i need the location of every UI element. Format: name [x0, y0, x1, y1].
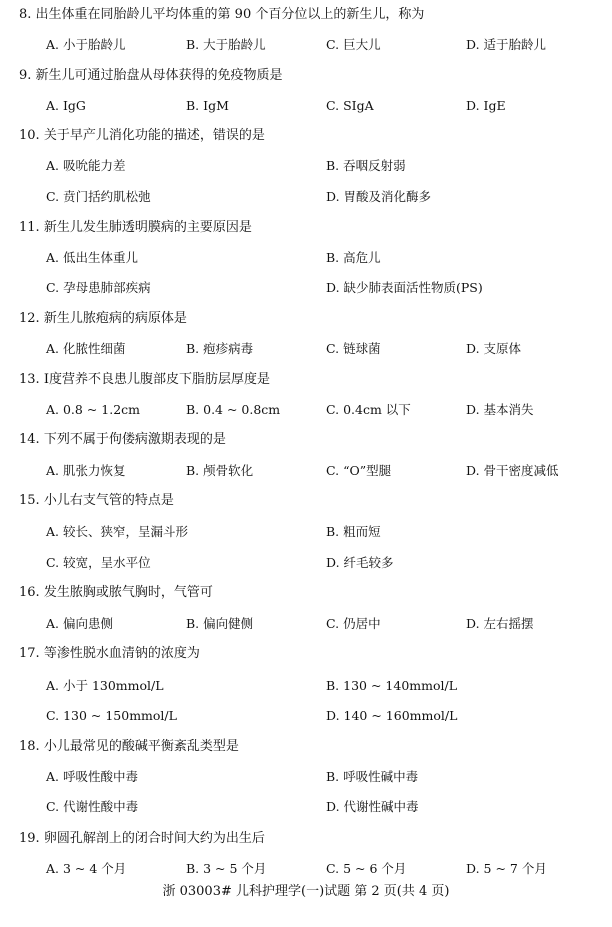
answer-option: A. 3 ~ 4 个月 [46, 861, 127, 876]
question-stem [19, 7, 424, 23]
question-number: 15. [19, 493, 40, 508]
question-stem [19, 493, 174, 509]
answer-option: C. 0.4cm 以下 [326, 402, 411, 417]
question-number: 10. [19, 128, 40, 143]
answer-option: D. 骨干密度减低 [466, 463, 559, 478]
answer-option: B. 疱疹病毒 [186, 341, 254, 356]
answer-option: A. 吸吮能力差 [46, 158, 126, 173]
answer-option: D. 5 ~ 7 个月 [466, 861, 547, 876]
answer-option: B. 高危儿 [326, 250, 381, 265]
answer-option: A. IgG [46, 98, 86, 113]
question-text: 出生体重在同胎龄儿平均体重的第 90 个百分位以上的新生儿，称为 [35, 7, 425, 22]
answer-option: D. 支原体 [466, 341, 522, 356]
answer-option: C. 孕母患肺部疾病 [46, 280, 151, 295]
question-stem [19, 220, 252, 236]
question-text: 小儿最常见的酸碱平衡紊乱类型是 [43, 739, 239, 754]
answer-option: D. 缺少肺表面活性物质(PS) [326, 280, 483, 295]
answer-option: B. 0.4 ~ 0.8cm [186, 402, 281, 417]
question-stem [19, 585, 213, 601]
answer-option: D. 左右摇摆 [466, 616, 534, 631]
answer-option: B. 吞咽反射弱 [326, 158, 406, 173]
question-stem [19, 646, 200, 662]
answer-option: C. 仍居中 [326, 616, 381, 631]
question-text: 下列不属于佝偻病激期表现的是 [43, 432, 226, 447]
answer-option: A. 化脓性细菌 [46, 341, 126, 356]
answer-option: B. 呼吸性碱中毒 [326, 769, 419, 784]
answer-option: C. SIgA [326, 98, 374, 113]
question-text: 新生儿可通过胎盘从母体获得的免疫物质是 [35, 68, 283, 83]
question-stem [19, 372, 270, 388]
question-number: 9. [19, 68, 32, 83]
page-footer: 浙 03003# 儿科护理学(一)试题 第 2 页(共 4 页) [162, 884, 450, 899]
question-stem [19, 311, 187, 327]
answer-option: A. 0.8 ~ 1.2cm [46, 402, 141, 417]
answer-option: B. 3 ~ 5 个月 [186, 861, 267, 876]
answer-option: A. 小于 130mmol/L [46, 678, 164, 693]
answer-option: A. 小于胎龄儿 [46, 37, 126, 52]
answer-option: B. IgM [186, 98, 229, 113]
answer-option: C. 较宽，呈水平位 [46, 555, 151, 570]
answer-option: A. 偏向患侧 [46, 616, 113, 631]
answer-option: B. 130 ~ 140mmol/L [326, 678, 458, 693]
answer-option: C. 代谢性酸中毒 [46, 799, 139, 814]
question-text: 新生儿脓疱病的病原体是 [43, 311, 187, 326]
answer-option: D. IgE [466, 98, 506, 113]
question-text: 小儿右支气管的特点是 [43, 493, 174, 508]
answer-option: B. 偏向健侧 [186, 616, 254, 631]
answer-option: D. 纤毛较多 [326, 555, 394, 570]
question-number: 8. [19, 7, 32, 22]
answer-option: D. 胃酸及消化酶多 [326, 189, 432, 204]
answer-option: C. 贲门括约肌松弛 [46, 189, 151, 204]
question-text: 关于早产儿消化功能的描述，错误的是 [43, 128, 265, 143]
question-number: 11. [19, 220, 40, 235]
answer-option: B. 粗而短 [326, 524, 381, 539]
question-stem [19, 68, 283, 84]
answer-option: D. 140 ~ 160mmol/L [326, 708, 458, 723]
question-text: Ⅰ度营养不良患儿腹部皮下脂肪层厚度是 [43, 372, 270, 387]
question-number: 19. [19, 831, 40, 846]
question-stem [19, 432, 226, 448]
question-stem [19, 831, 265, 847]
question-stem [19, 739, 239, 755]
answer-option: B. 大于胎龄儿 [186, 37, 266, 52]
answer-option: C. “O”型腿 [326, 463, 392, 478]
answer-option: D. 适于胎龄儿 [466, 37, 547, 52]
answer-option: D. 代谢性碱中毒 [326, 799, 419, 814]
answer-option: A. 肌张力恢复 [46, 463, 126, 478]
question-number: 18. [19, 739, 40, 754]
question-text: 卵圆孔解剖上的闭合时间大约为出生后 [43, 831, 265, 846]
question-stem [19, 128, 265, 144]
question-number: 12. [19, 311, 40, 326]
answer-option: C. 130 ~ 150mmol/L [46, 708, 177, 723]
answer-option: A. 较长、狭窄，呈漏斗形 [46, 524, 188, 539]
question-number: 14. [19, 432, 40, 447]
answer-option: D. 基本消失 [466, 402, 534, 417]
question-text: 新生儿发生肺透明膜病的主要原因是 [43, 220, 252, 235]
answer-option: C. 巨大儿 [326, 37, 381, 52]
question-text: 发生脓胸或脓气胸时，气管可 [43, 585, 213, 600]
answer-option: C. 链球菌 [326, 341, 381, 356]
question-number: 17. [19, 646, 40, 661]
answer-option: A. 呼吸性酸中毒 [46, 769, 138, 784]
question-text: 等渗性脱水血清钠的浓度为 [43, 646, 200, 661]
question-number: 16. [19, 585, 40, 600]
answer-option: C. 5 ~ 6 个月 [326, 861, 407, 876]
question-number: 13. [19, 372, 40, 387]
answer-option: A. 低出生体重儿 [46, 250, 138, 265]
answer-option: B. 颅骨软化 [186, 463, 254, 478]
